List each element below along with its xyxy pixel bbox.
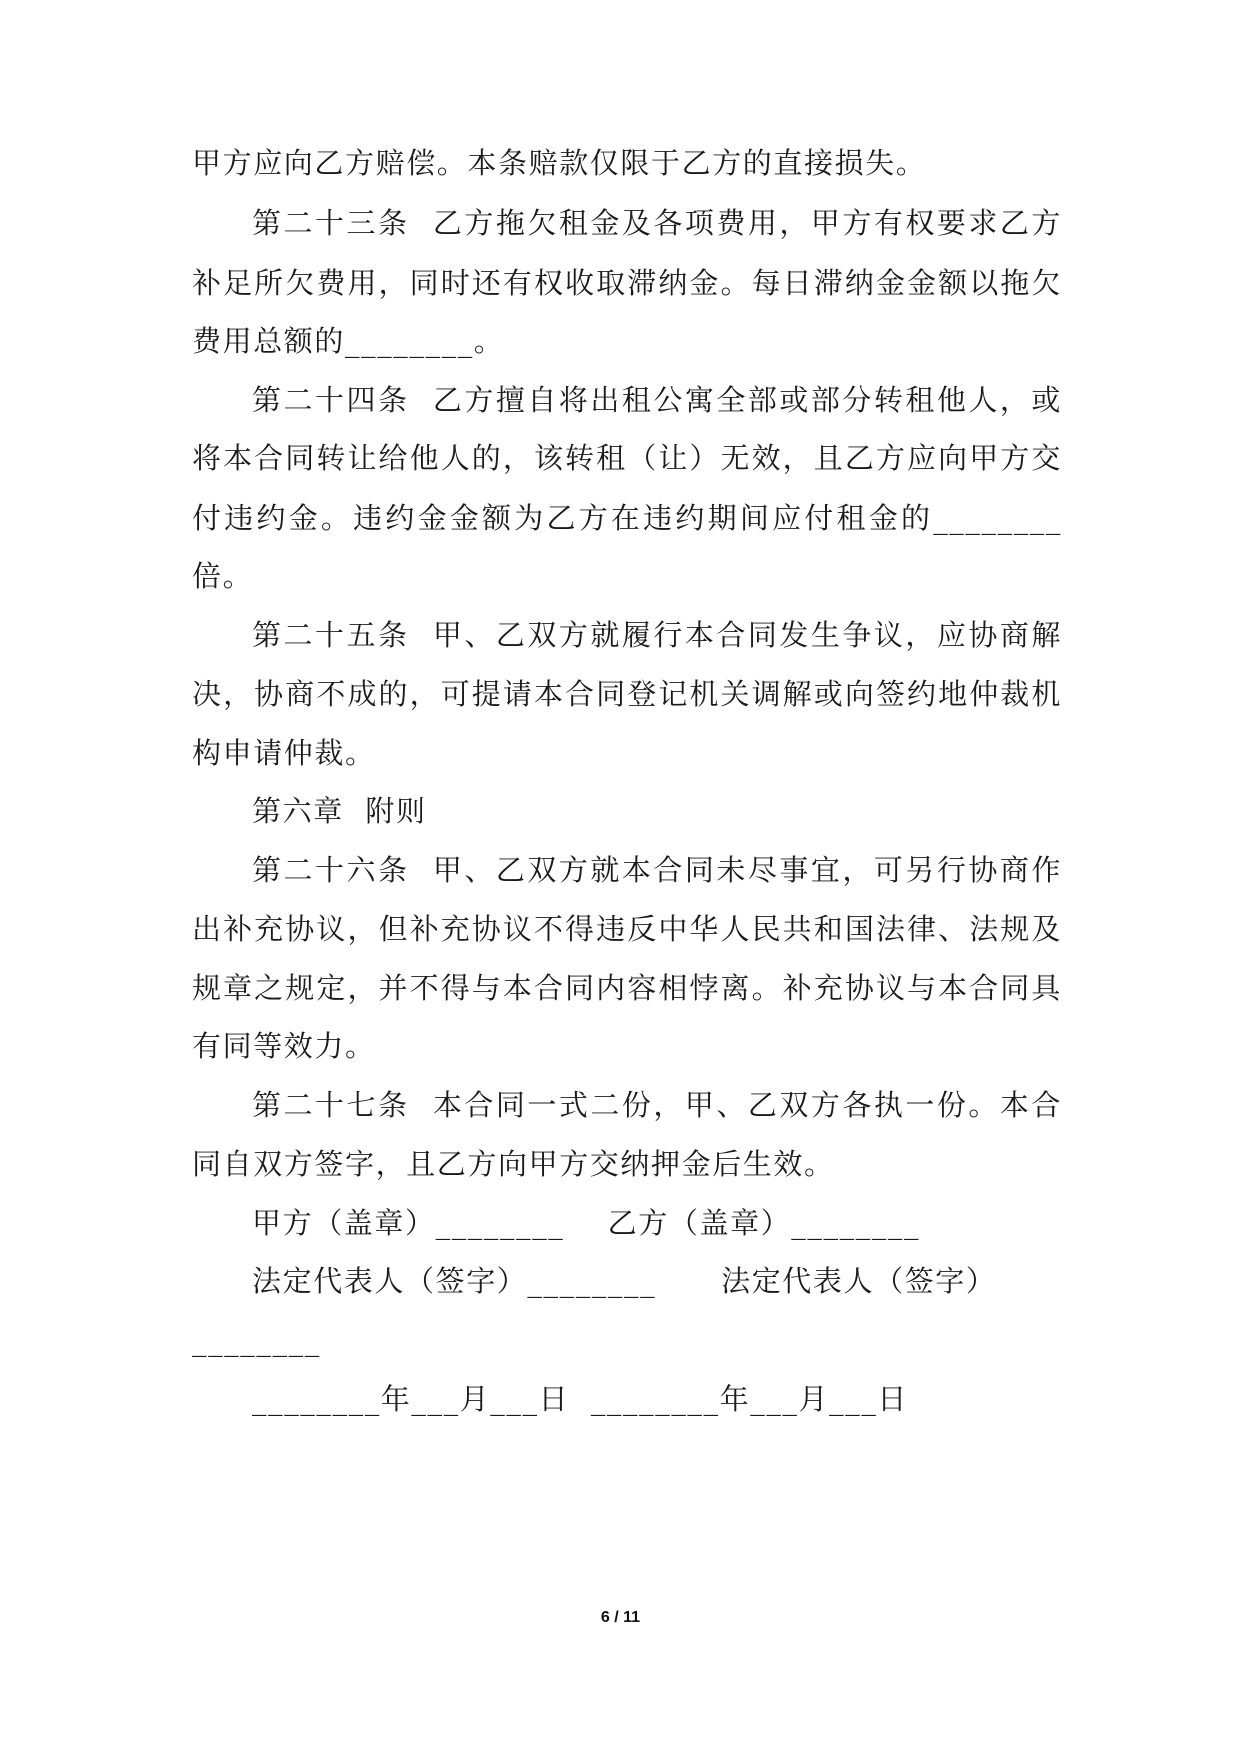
paragraph-line: 构申请仲裁。 (192, 736, 376, 770)
article-23-heading-line: 第二十三条 乙方拖欠租金及各项费用，甲方有权要求乙方 (252, 206, 1062, 240)
article-25-heading-line: 第二十五条 甲、乙双方就履行本合同发生争议，应协商解 (252, 618, 1062, 652)
date-line: ________年___月___日 ________年___月___日 (252, 1382, 909, 1416)
paragraph-line: 规章之规定，并不得与本合同内容相悖离。补充协议与本合同具 (192, 971, 1062, 1005)
chapter-heading: 第六章 附则 (252, 794, 427, 828)
paragraph-line: 付违约金。违约金金额为乙方在违约期间应付租金的________ (192, 501, 1062, 535)
article-26-heading-line: 第二十六条 甲、乙双方就本合同未尽事宜，可另行协商作 (252, 853, 1062, 887)
paragraph-line: 甲方应向乙方赔偿。本条赔款仅限于乙方的直接损失。 (192, 146, 927, 180)
page-number: 6 / 11 (600, 1609, 641, 1626)
signature-line: 法定代表人（签字）________ 法定代表人（签字） (252, 1264, 997, 1298)
paragraph-line: 补足所欠费用，同时还有权收取滞纳金。每日滞纳金金额以拖欠 (192, 266, 1062, 300)
article-24-heading-line: 第二十四条 乙方擅自将出租公寓全部或部分转租他人，或 (252, 383, 1062, 417)
paragraph-line: 同自双方签字，且乙方向甲方交纳押金后生效。 (192, 1147, 835, 1181)
article-27-heading-line: 第二十七条 本合同一式二份，甲、乙双方各执一份。本合 (252, 1088, 1062, 1122)
paragraph-line: 倍。 (192, 559, 254, 593)
paragraph-line: 费用总额的________。 (192, 324, 505, 358)
paragraph-line: 有同等效力。 (192, 1029, 376, 1063)
paragraph-line: 出补充协议，但补充协议不得违反中华人民共和国法律、法规及 (192, 912, 1062, 946)
seal-line: 甲方（盖章）________ 乙方（盖章）________ (252, 1206, 921, 1240)
paragraph-line: 将本合同转让给他人的，该转租（让）无效，且乙方应向甲方交 (192, 441, 1062, 475)
signature-blank: ________ (192, 1323, 321, 1357)
paragraph-line: 决，协商不成的，可提请本合同登记机关调解或向签约地仲裁机 (192, 677, 1062, 711)
